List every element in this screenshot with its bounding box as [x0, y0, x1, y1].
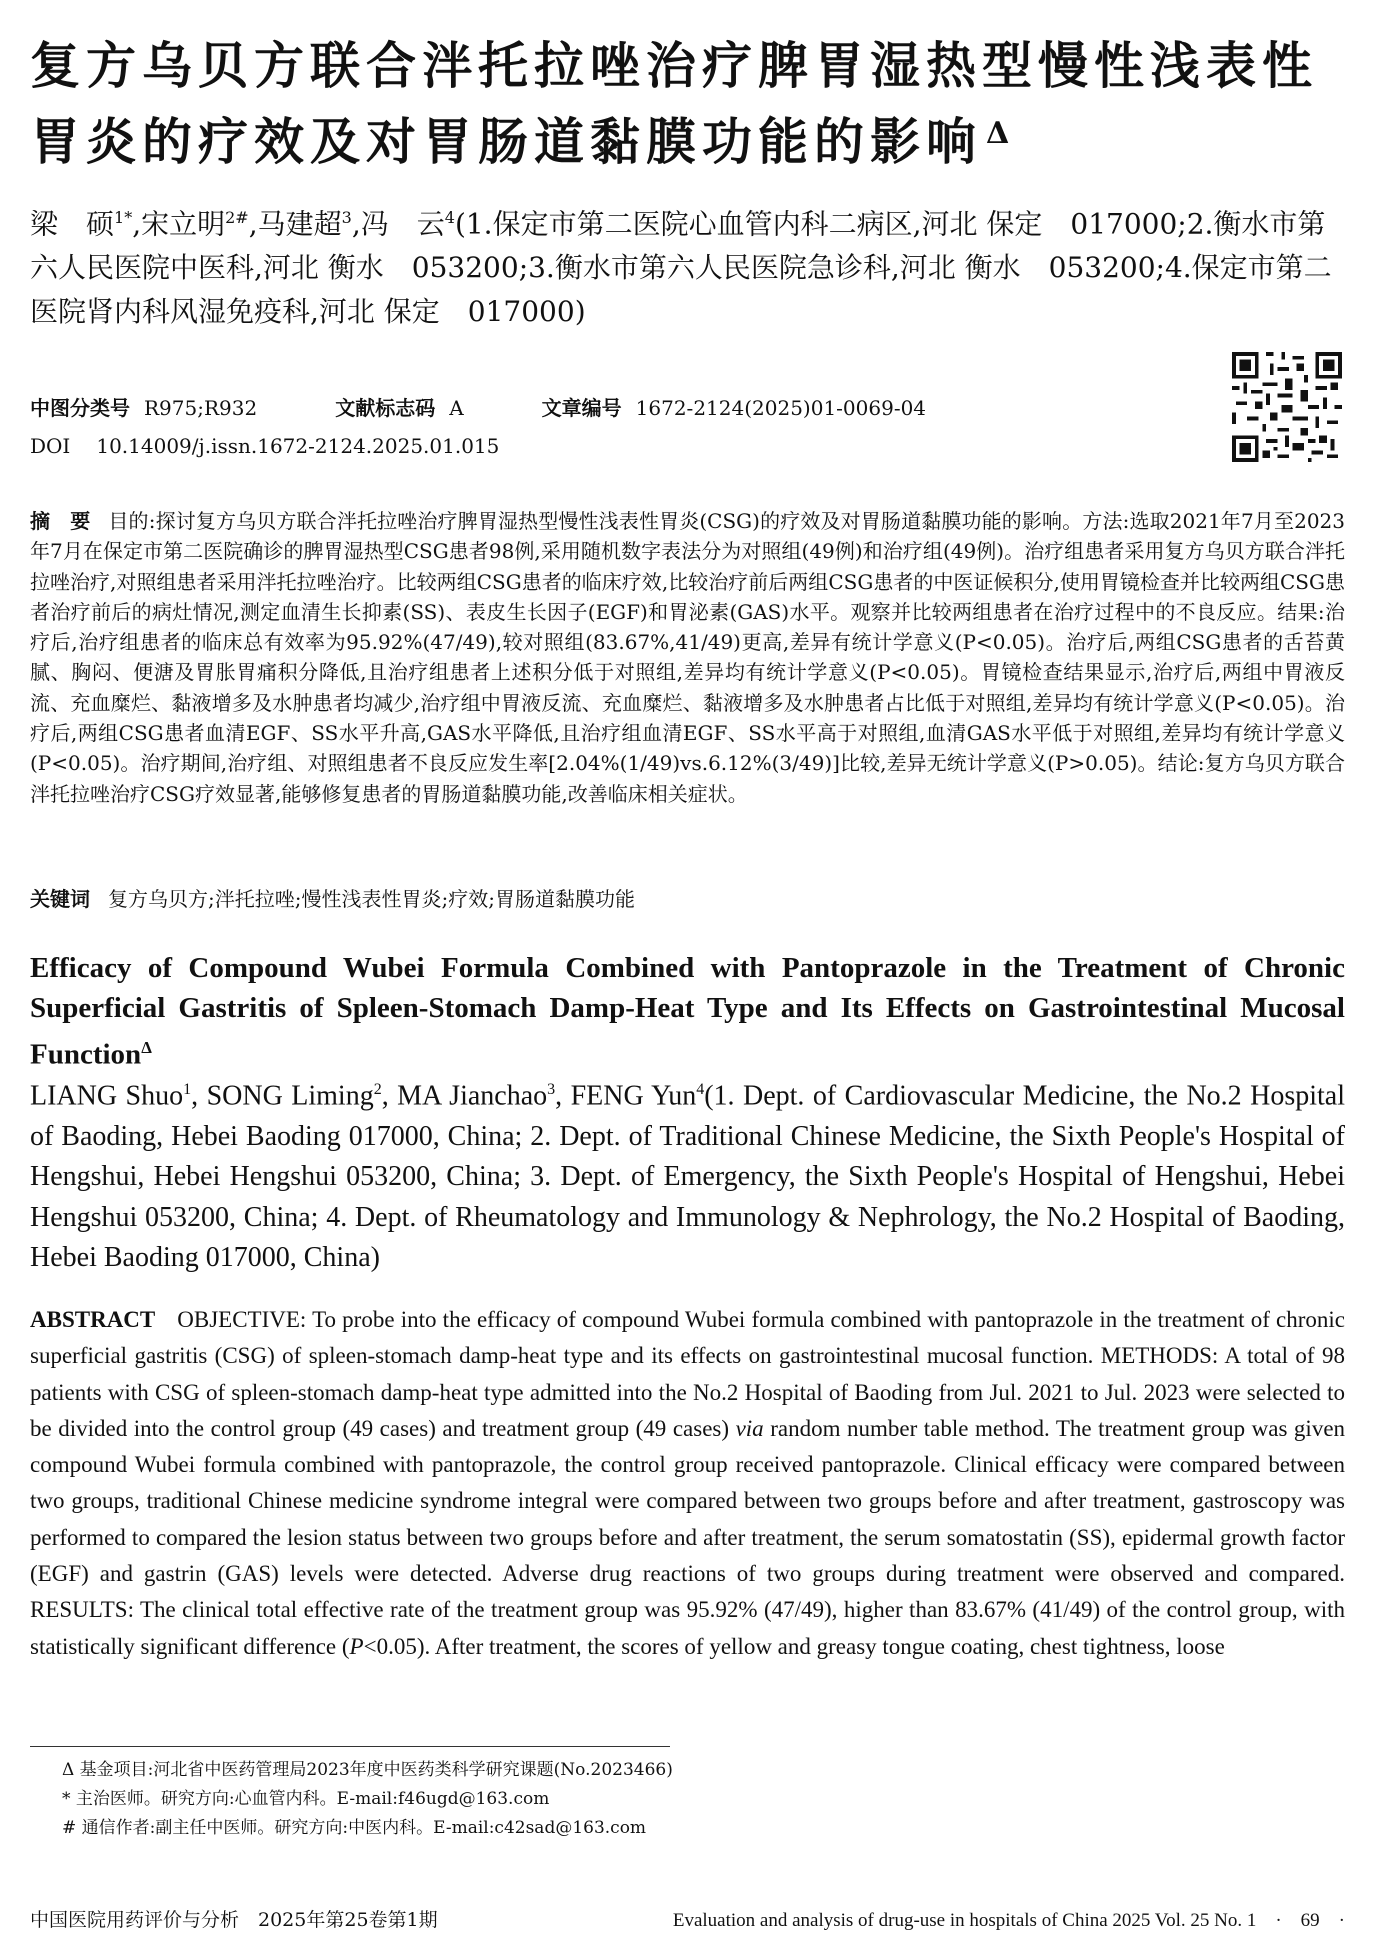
- chinese-abstract-text: 目的:探讨复方乌贝方联合泮托拉唑治疗脾胃湿热型慢性浅表性胃炎(CSG)的疗效及对胃肠道黏膜功能的影响。方法:选取2021年7月至2023年7月在保定市第二医院确诊的脾胃湿热型CSG患者98例,采用随机数字表法分为对照组(49例)和治疗组(49例)。治疗组患者采用复方乌贝方联合泮托拉唑治疗,对照组患者采用泮托拉唑治疗。比较两组CSG患者的临床疗效,比较治疗前后两组CSG患者的中医证候积分,使用胃镜检查并比较两组CSG患者治疗前后的病灶情况,测定血清生长抑素(SS)、表皮生长因子(EGF)和胃泌素(GAS)水平。观察并比较两组患者在治疗过程中的不良反应。结果:治疗后,治疗组患者的临床总有效率为95.92%(47/49),较对照组(83.67%,41/49)更高,差异有统计学意义(P<0.05)。治疗后,两组CSG患者的舌苔黄腻、胸闷、便溏及胃胀胃痛积分降低,且治疗组患者上述积分低于对照组,差异均有统计学意义(P<0.05)。胃镜检查结果显示,治疗后,两组中胃液反流、充血糜烂、黏液增多及水肿患者均减少,治疗组中胃液反流、充血糜烂、黏液增多及水肿患者占比低于对照组,差异均有统计学意义(P<0.05)。治疗后,两组CSG患者血清EGF、SS水平升高,GAS水平降低,且治疗组血清EGF、SS水平高于对照组,血清GAS水平低于对照组,差异均有统计学意义(P<0.05)。治疗期间,治疗组、对照组患者不良反应发生率[2.04%(1/49)vs.6.12%(3/49)]比较,差异无统计学意义(P>0.05)。结论:复方乌贝方联合泮托拉唑治疗CSG疗效显著,能够修复患者的胃肠道黏膜功能,改善临床相关症状。: [30, 509, 1345, 806]
- keywords-text: 复方乌贝方;泮托拉唑;慢性浅表性胃炎;疗效;胃肠道黏膜功能: [108, 887, 635, 911]
- doi-value: 10.14009/j.issn.1672-2124.2025.01.015: [96, 434, 500, 458]
- funding-mark: Δ: [986, 116, 1016, 151]
- abstract-label: 摘 要: [30, 509, 91, 533]
- english-authors: LIANG Shuo$^1$, SONG Liming$^2$, MA Jianchao$^3$, FENG Yun$^4$(1. Dept. of Cardiovascular Medicine, the No.2 Hospital of Baoding, Hebei Baoding 017000, China; 2. Dept. of Traditional Chinese Medicine, the Sixth People's Hospital of Hengshui, Hebei Hengshui 053200, China; 3. Dept. of Emergency, the Sixth People's Hospital of Hengshui, Hebei Hengshui 053200, China; 4. Dept. of Rheumatology and Immunology & Nephrology, the No.2 Hospital of Baoding, Hebei Baoding 017000, China): [30, 1080, 1345, 1274]
- document-code: A: [449, 396, 464, 420]
- footer-journal-cn: 中国医院用药评价与分析 2025年第25卷第1期: [30, 1909, 438, 1931]
- author-2: 宋立明: [141, 207, 226, 241]
- footnote-divider: [30, 1746, 670, 1747]
- chinese-keywords: [30, 884, 1345, 914]
- qr-code-icon[interactable]: [1232, 352, 1342, 462]
- english-abstract-label: ABSTRACT: [30, 1307, 156, 1332]
- english-title: Efficacy of Compound Wubei Formula Combined with Pantoprazole in the Treatment of Chronic Superficial Gastritis of Spleen-Stomach Damp-Heat Type and Its Effects on Gastrointestinal Mucosal Function$^\Delta$: [30, 952, 1345, 1071]
- article-number: 1672-2124(2025)01-0069-04: [635, 396, 927, 420]
- chinese-abstract: [30, 506, 1345, 809]
- author-4: 冯 云: [360, 207, 445, 241]
- clc-number: R975;R932: [144, 396, 258, 420]
- footnote-author: * 主治医师。研究方向:心血管内科。E-mail:f46ugd@163.com: [62, 1789, 550, 1809]
- footer-journal-en: Evaluation and analysis of drug-use in hospitals of China 2025 Vol. 25 No. 1 · 69 ·: [672, 1910, 1345, 1931]
- footnote-funding: Δ 基金项目:河北省中医药管理局2023年度中医药类科学研究课题(No.2023466): [62, 1760, 673, 1780]
- footnote-corresponding: # 通信作者:副主任中医师。研究方向:中医内科。E-mail:c42sad@163.com: [62, 1818, 647, 1838]
- chinese-authors: 梁 硕$^{1*}$,宋立明$^{2\#}$,马建超$^3$,冯 云$^4$(1.保定市第二医院心血管内科二病区,河北 保定 017000;2.衡水市第六人民医院中医科,河北 衡水 053200;3.衡水市第六人民医院急诊科,河北 衡水 053200;4.保定市第二医院肾内科风湿免疫科,河北 保定 017000): [30, 207, 1332, 329]
- author-3: 马建超: [257, 207, 342, 241]
- english-affiliations: (1. Dept. of Cardiovascular Medicine, the No.2 Hospital of Baoding, Hebei Baoding 017000, China; 2. Dept. of Traditional Chinese Medicine, the Sixth People's Hospital of Hengshui, Hebei Hengshui 053200, China; 3. Dept. of Emergency, the Sixth People's Hospital of Hengshui, Hebei Hengshui 053200, China; 4. Dept. of Rheumatology and Immunology & Nephrology, the No.2 Hospital of Baoding, Hebei Baoding 017000, China): [30, 1080, 1345, 1274]
- english-title-text: Efficacy of Compound Wubei Formula Combined with Pantoprazole in the Treatment of Chronic Superficial Gastritis of Spleen-Stomach Damp-Heat Type and Its Effects on Gastrointestinal Mucosal Function: [30, 952, 1345, 1071]
- doi-line: DOI 10.14009/j.issn.1672-2124.2025.01.015: [30, 434, 500, 458]
- keywords-label: 关键词: [30, 887, 90, 911]
- chinese-affiliations: (1.保定市第二医院心血管内科二病区,河北 保定 017000;2.衡水市第六人民医院中医科,河北 衡水 053200;3.衡水市第六人民医院急诊科,河北 衡水 053200;4.保定市第二医院肾内科风湿免疫科,河北 保定 017000): [30, 207, 1332, 329]
- author-1: 梁 硕: [30, 207, 115, 241]
- chinese-title: [30, 28, 1350, 180]
- english-abstract: ABSTRACT OBJECTIVE: To probe into the efficacy of compound Wubei formula combined with pantoprazole in the treatment of chronic superficial gastritis (CSG) of spleen-stomach damp-heat type and its effects on gastrointestinal mucosal function. METHODS: A total of 98 patients with CSG of spleen-stomach damp-heat type admitted into the No.2 Hospital of Baoding from Jul. 2021 to Jul. 2023 were selected to be divided into the control group (49 cases) and treatment group (49 cases) via random number table method. The treatment group was given compound Wubei formula combined with pantoprazole, the control group received pantoprazole. Clinical efficacy were compared between two groups, traditional Chinese medicine syndrome integral were compared between two groups before and after treatment, gastroscopy was performed to compared the lesion status between two groups before and after treatment, the serum somatostatin (SS), epidermal growth factor (EGF) and gastrin (GAS) levels were detected. Adverse drug reactions of two groups during treatment were observed and compared. RESULTS: The clinical total effective rate of the treatment group was 95.92% (47/49), higher than 83.67% (41/49) of the control group, with statistically significant difference (P<0.05). After treatment, the scores of yellow and greasy tongue coating, chest tightness, loose: [30, 1307, 1346, 1659]
- chinese-title-text: 复方乌贝方联合泮托拉唑治疗脾胃湿热型慢性浅表性胃炎的疗效及对胃肠道黏膜功能的影响: [30, 36, 1318, 171]
- classification-line: 中图分类号 R975;R932 文献标志码 A 文章编号 1672-2124(2025)01-0069-04: [30, 396, 927, 420]
